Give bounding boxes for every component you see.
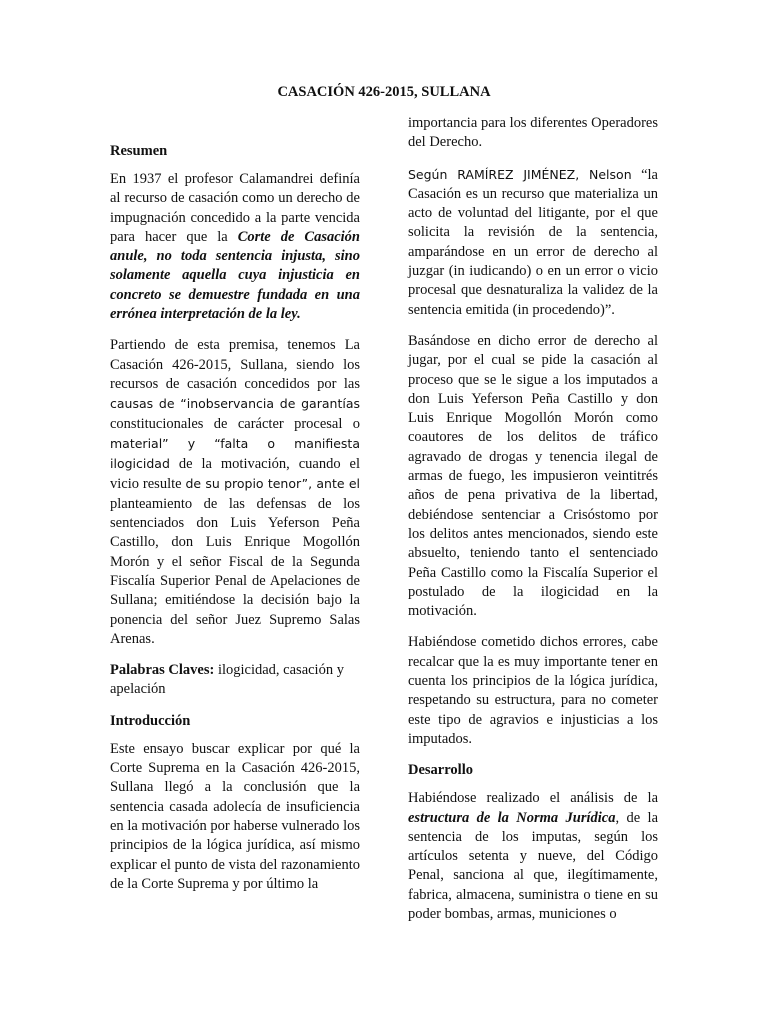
resumen-text: En 1937 el profesor Calamandrei definía al recurso de casación como un derecho de impugnación concedido a la parte vencida para hacer que la xyxy=(110,171,360,245)
premisa-paragraph xyxy=(110,336,360,649)
desarrollo-heading: Desarrollo xyxy=(408,762,473,779)
ramirez-author: Según RAMÍREZ JIMÉNEZ, Nelson xyxy=(408,166,632,182)
right-column xyxy=(408,114,658,936)
premisa-text-b: constitucionales de carácter procesal o xyxy=(110,415,360,432)
basandose-paragraph: Basándose en dicho error de derecho al jugar, por el cual se pide la casación al proceso que se le sigue a los imputados a don Luis Yeferson Peña Castillo y don Luis Enrique Mogollón Morón como coautores de los delitos de tráfico agravado de drogas y tenencia ilegal de armas de fuego, les impusieron veintitrés años de pena privativa de la libertad, debiéndose sentenciar a Crisóstomo por los delitos antes mencionados, siendo este absuelto, teniendo tanto el sentenciado Peña Castillo como la Fiscalía Superior el postulado de la ilogicidad en la motivación. xyxy=(408,332,658,620)
keywords-label: Palabras Claves: xyxy=(110,662,215,679)
premisa-text-a: Partiendo de esta premisa, tenemos La Casación 426-2015, Sullana, siendo los recursos de casación concedidos por las xyxy=(110,337,360,392)
premisa-text-d: planteamiento de las defensas de los sentenciados don Luis Yeferson Peña Castillo, don Luis Enrique Mogollón Morón y el señor Fiscal de la Segunda Fiscalía Superior Penal de Apelaciones de Sullana; emitiéndose la decisión bajo la ponencia del señor Juez Supremo Salas Arenas. xyxy=(110,495,360,647)
resumen-quote: Corte de Casación anule, no toda sentencia injusta, sino solamente aquella cuya injusticia en concreto se demuestre fundada en una errónea interpretación de la ley. xyxy=(110,228,360,323)
desarrollo-paragraph xyxy=(408,789,658,924)
left-column xyxy=(110,142,360,906)
desarrollo-text-a: Habiéndose realizado el análisis de la xyxy=(408,790,658,807)
desarrollo-emphasis: estructura de la Norma Jurídica xyxy=(408,809,616,826)
premisa-text-c: de la motivación, cuando el vicio resulte xyxy=(110,456,360,493)
keywords-text: ilogicidad, casación y apelación xyxy=(110,662,344,698)
importancia-paragraph: importancia para los diferentes Operadores del Derecho. xyxy=(408,115,658,151)
resumen-heading: Resumen xyxy=(110,143,168,159)
ramirez-quote: “la Casación es un recurso que materializa un acto de voluntad del litigante, por el que solicita la revisión de la sentencia, amparándose en un error de derecho al juzgar (in iudicando) o en un error o vicio procesal que desnaturaliza la validez de la sentencia emitida (in procedendo)”. xyxy=(408,166,658,318)
introduccion-paragraph: Este ensayo buscar explicar por qué la Corte Suprema en la Casación 426-2015, Sullana llegó a la conclusión que la sentencia casada adolecía de insuficiencia en la motivación por haberse vulnerado los principios de la lógica jurídica, así mismo explicar el punto de vista del razonamiento de la Corte Suprema y por último la xyxy=(110,740,360,892)
premisa-quote-c: de su propio tenor”, ante el xyxy=(185,476,360,492)
desarrollo-text-b: , de la sentencia de los imputas, según los artículos setenta y nueve, del Código Penal, sanciona al que, ilegítimamente, fabrica, almacena, suministra o tiene en su poder bombas, armas, municiones o xyxy=(408,809,658,922)
premisa-quote-a: causas de “inobservancia de garantías xyxy=(110,396,360,412)
keywords-paragraph xyxy=(110,661,360,700)
ramirez-paragraph xyxy=(408,165,658,320)
premisa-quote-b: material” y “falta o manifiesta ilogicidad xyxy=(110,435,360,472)
document-title: CASACIÓN 426-2015, SULLANA xyxy=(277,84,491,100)
errores-paragraph: Habiéndose cometido dichos errores, cabe recalcar que la es muy importante tener en cuenta los principios de la lógica jurídica, respetando su estructura, para no cometer este tipo de agravios e injusticias a los imputados. xyxy=(408,634,658,747)
introduccion-heading: Introducción xyxy=(110,712,191,729)
resumen-paragraph xyxy=(110,170,360,324)
